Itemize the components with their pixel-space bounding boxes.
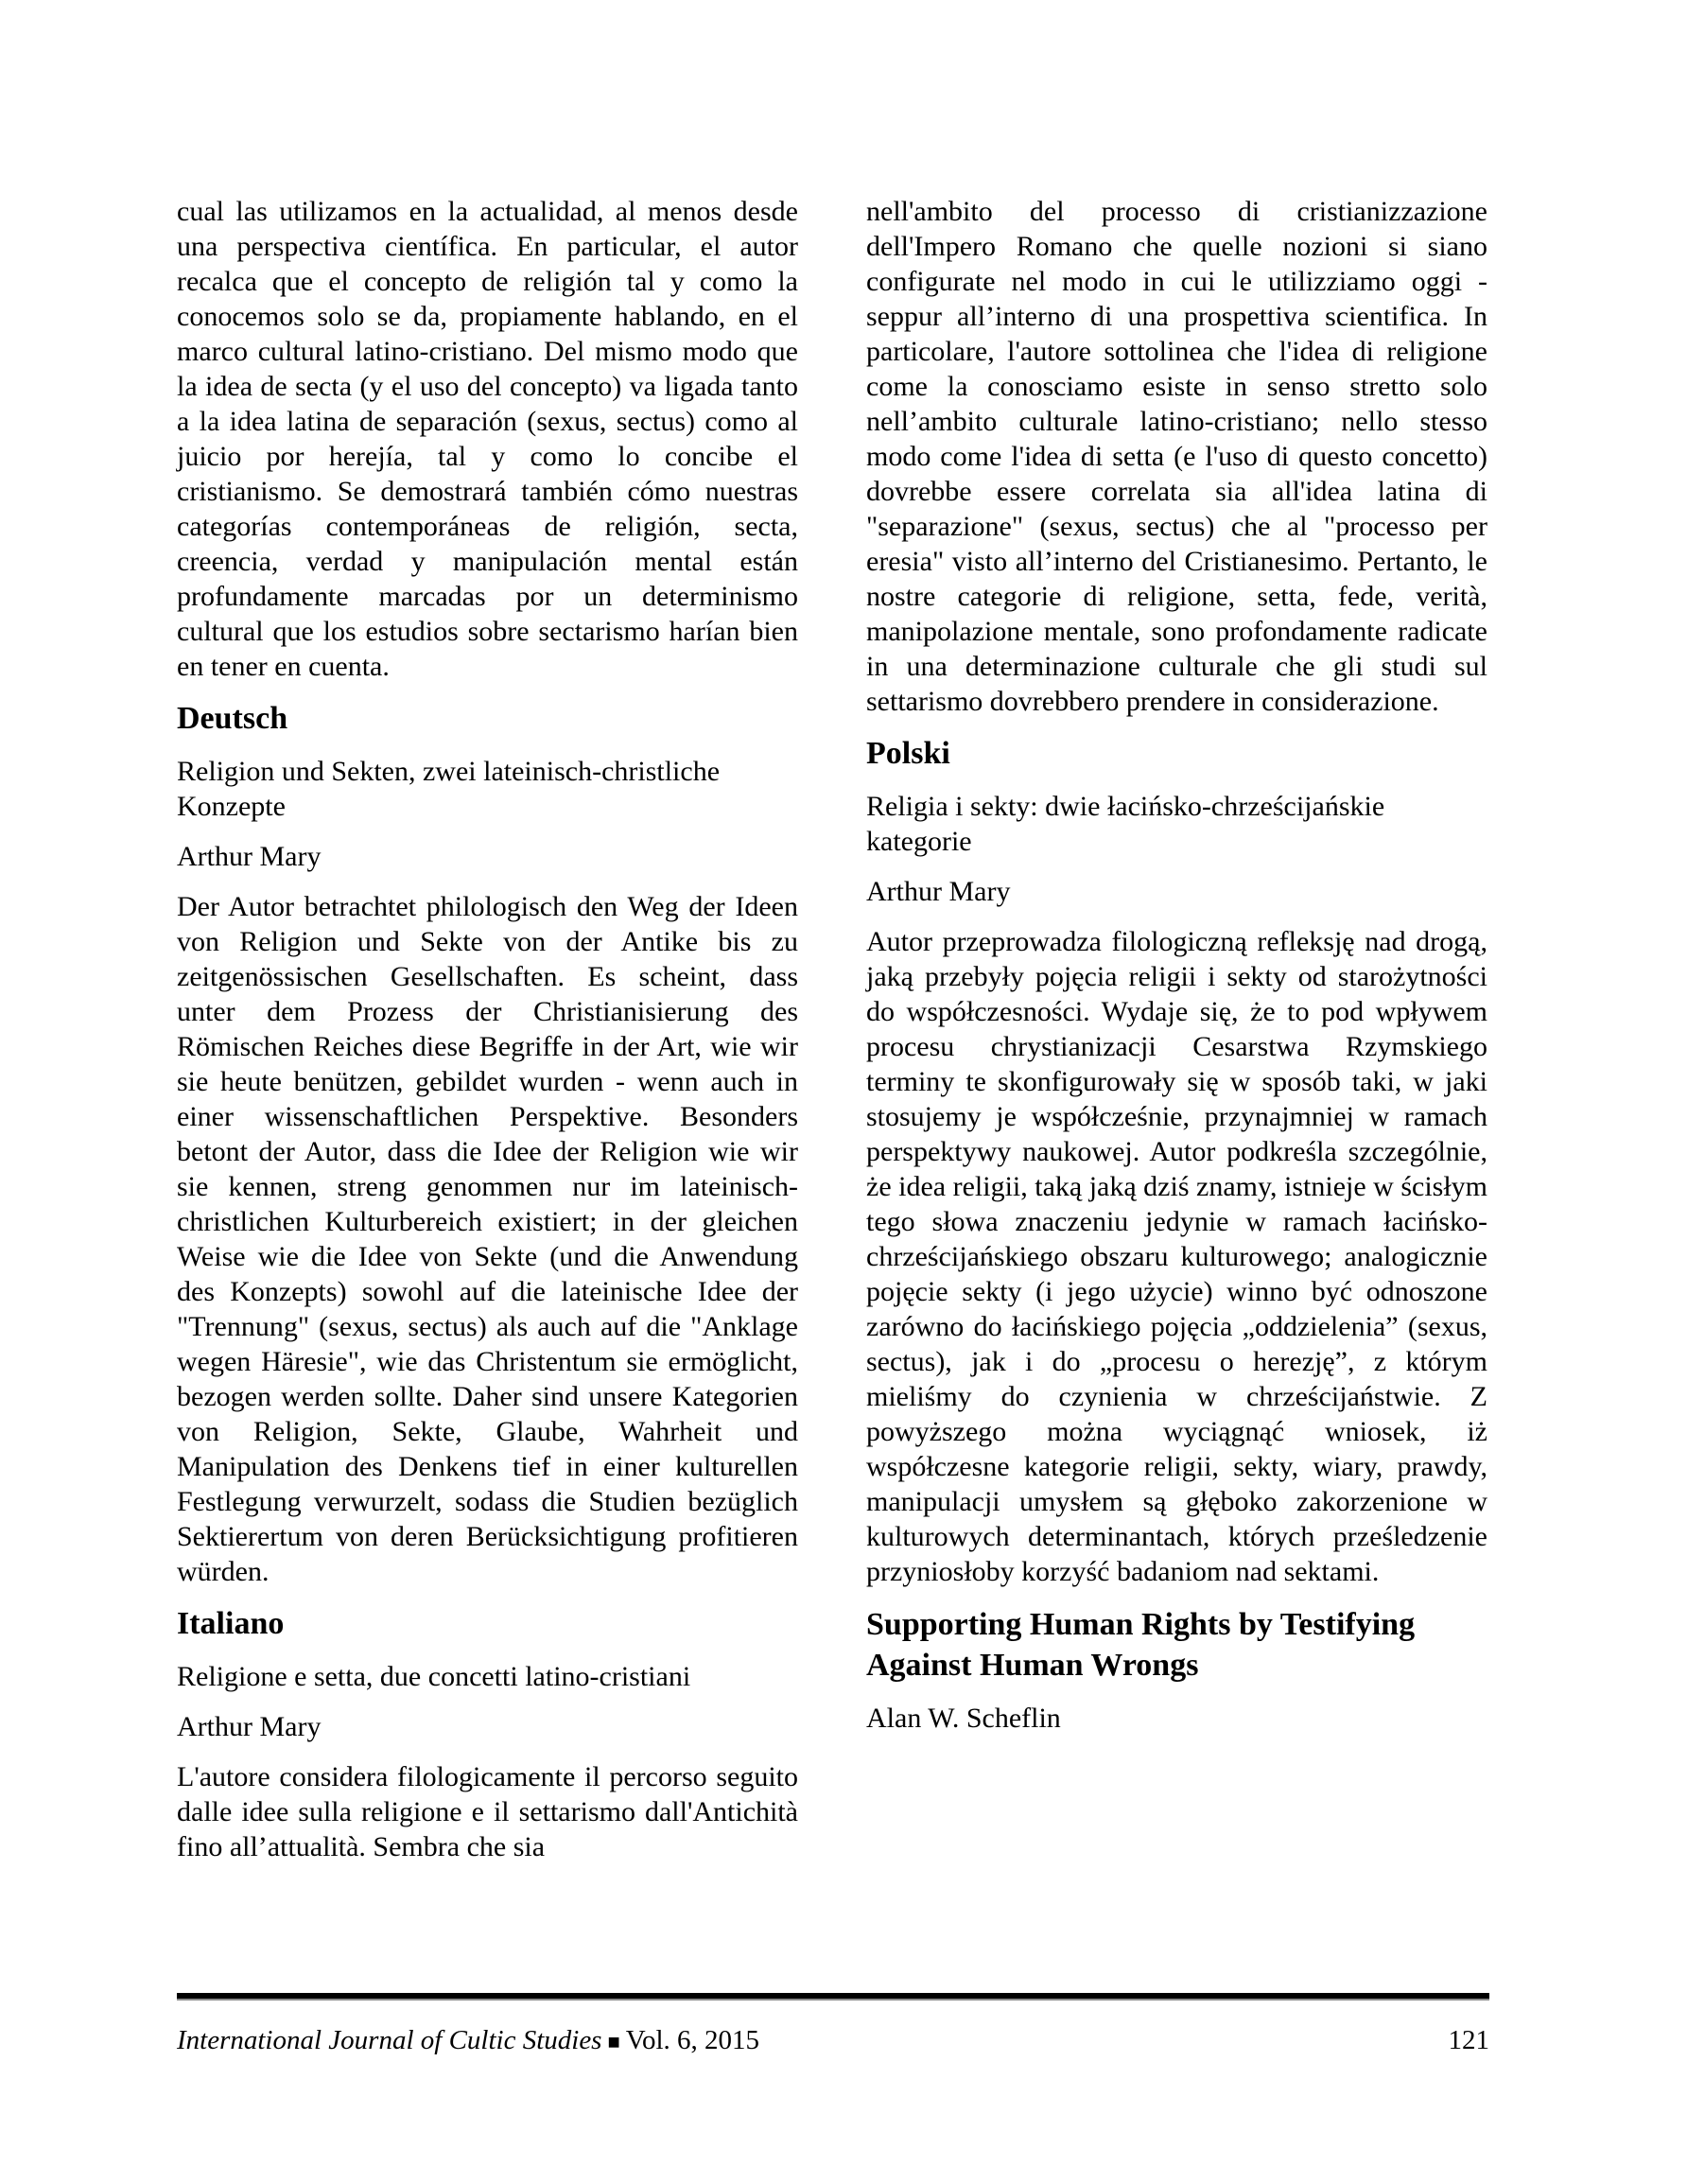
heading-polski: Polski xyxy=(866,736,950,771)
italian-abstract-paragraph-part2: nell'ambito del processo di cristianizzazione dell'Impero Romano che quelle nozioni si siano configurate nel modo in cui le utilizziamo oggi - seppur all’interno di una prospettiva scientifica. In particolare, l'autore sottolinea che l'idea di religione come la conosciamo esiste in senso stretto solo nell’ambito culturale latino-cristiano; nello stesso modo come l'idea di setta (e l'uso di questo concetto) dovrebbe essere correlata sia all'idea latina di "separazione" (sexus, sectus) che al "processo per eresia" visto all’interno del Cristianesimo. Pertanto, le nostre categorie di religione, setta, fede, verità, manipolazione mentale, sono profondamente radicate in una determinazione culturale che gli studi sul settarismo dovrebbero prendere in considerazione. xyxy=(866,196,1487,717)
italian-article-title: Religione e setta, due concetti latino-cristiani xyxy=(177,1661,691,1692)
polish-article-title: Religia i sekty: dwie łacińsko-chrześcijańskie kategorie xyxy=(866,791,1385,857)
german-author: Arthur Mary xyxy=(177,841,322,872)
spanish-abstract-paragraph: cual las utilizamos en la actualidad, al menos desde una perspectiva científica. En particular, el autor recalca que el concepto de religión tal y como la conocemos solo se da, propiamente hablando, en el marco cultural latino-cristiano. Del mismo modo que la idea de secta (y el uso del concepto) va ligada tanto a la idea latina de separación (sexus, sectus) como al juicio por herejía, tal y como lo concibe el cristianismo. Se demostrará también cómo nuestras categorías contemporáneas de religión, secta, creencia, verdad y manipulación mental están profundamente marcadas por un determinismo cultural que los estudios sobre sectarismo harían bien en tener en cuenta. xyxy=(177,196,798,682)
journal-title: International Journal of Cultic Studies xyxy=(177,2025,602,2055)
english-article-title: Supporting Human Rights by Testifying Against Human Wrongs xyxy=(866,1607,1416,1683)
polish-abstract-paragraph: Autor przeprowadza filologiczną refleksję nad drogą, jaką przebyły pojęcia religii i sekty od starożytności do współczesności. Wydaje się, że to pod wpływem procesu chrystianizacji Cesarstwa Rzymskiego terminy te skonfigurowały się w sposób taki, w jaki stosujemy je współcześnie, przynajmniej w ramach perspektywy naukowej. Autor podkreśla szczególnie, że idea religii, taką jaką dziś znamy, istnieje w ścisłym tego słowa znaczeniu jedynie w ramach łacińsko-chrześcijańskiego obszaru kulturowego; analogicznie pojęcie sekty (i jego użycie) winno być odnoszone zarówno do łacińskiego pojęcia „oddzielenia” (sexus, sectus), jak i do „procesu o herezję”, z którym mieliśmy do czynienia w chrześcijaństwie. Z powyższego można wyciągnąć wniosek, iż współczesne kategorie religii, sekty, wiary, prawdy, manipulacji umysłem są głęboko zakorzenione w kulturowych determinantach, których prześledzenie przyniosłoby korzyść badaniom nad sektami. xyxy=(866,926,1487,1587)
italian-author: Arthur Mary xyxy=(177,1711,322,1742)
volume-info: Vol. 6, 2015 xyxy=(625,2025,760,2055)
page-number: 121 xyxy=(1448,2025,1489,2055)
left-column xyxy=(177,194,798,1879)
heading-deutsch: Deutsch xyxy=(177,701,288,736)
german-abstract-paragraph: Der Autor betrachtet philologisch den Weg der Ideen von Religion und Sekte von der Antike bis zu zeitgenössischen Gesellschaften. Es scheint, dass unter dem Prozess der Christianisierung des Römischen Reiches diese Begriffe in der Art, wie wir sie heute benützen, gebildet wurden - wenn auch in einer wissenschaftlichen Perspektive. Besonders betont der Autor, dass die Idee der Religion wie wir sie kennen, streng genommen nur im lateinisch-christlichen Kulturbereich existiert; in der gleichen Weise wie die Idee von Sekte (und die Anwendung des Konzepts) sowohl auf die lateinische Idee der "Trennung" (sexus, sectus) als auch auf die "Anklage wegen Häresie", wie das Christentum sie ermöglicht, bezogen werden sollte. Daher sind unsere Kategorien von Religion, Sekte, Glaube, Wahrheit und Manipulation des Denkens tief in einer kulturellen Festlegung verwurzelt, sodass die Studien bezüglich Sektierertum von deren Berücksichtigung profitieren würden. xyxy=(177,891,798,1587)
footer-text-row xyxy=(177,2023,1489,2059)
footer-divider-rule xyxy=(177,1993,1489,2001)
footer-journal-info xyxy=(177,2023,759,2059)
english-author: Alan W. Scheflin xyxy=(866,1703,1061,1734)
german-article-title: Religion und Sekten, zwei lateinisch-christliche Konzepte xyxy=(177,756,721,822)
two-column-text-area xyxy=(177,194,1487,1879)
square-bullet-icon: ■ xyxy=(607,2030,620,2053)
page-footer xyxy=(177,1993,1489,2059)
heading-italiano: Italiano xyxy=(177,1606,285,1641)
right-column xyxy=(866,194,1487,1879)
italian-abstract-paragraph-part1: L'autore considera filologicamente il percorso seguito dalle idee sulla religione e il settarismo dall'Antichità fino all’attualità. Sembra che sia xyxy=(177,1761,798,1862)
polish-author: Arthur Mary xyxy=(866,876,1011,907)
